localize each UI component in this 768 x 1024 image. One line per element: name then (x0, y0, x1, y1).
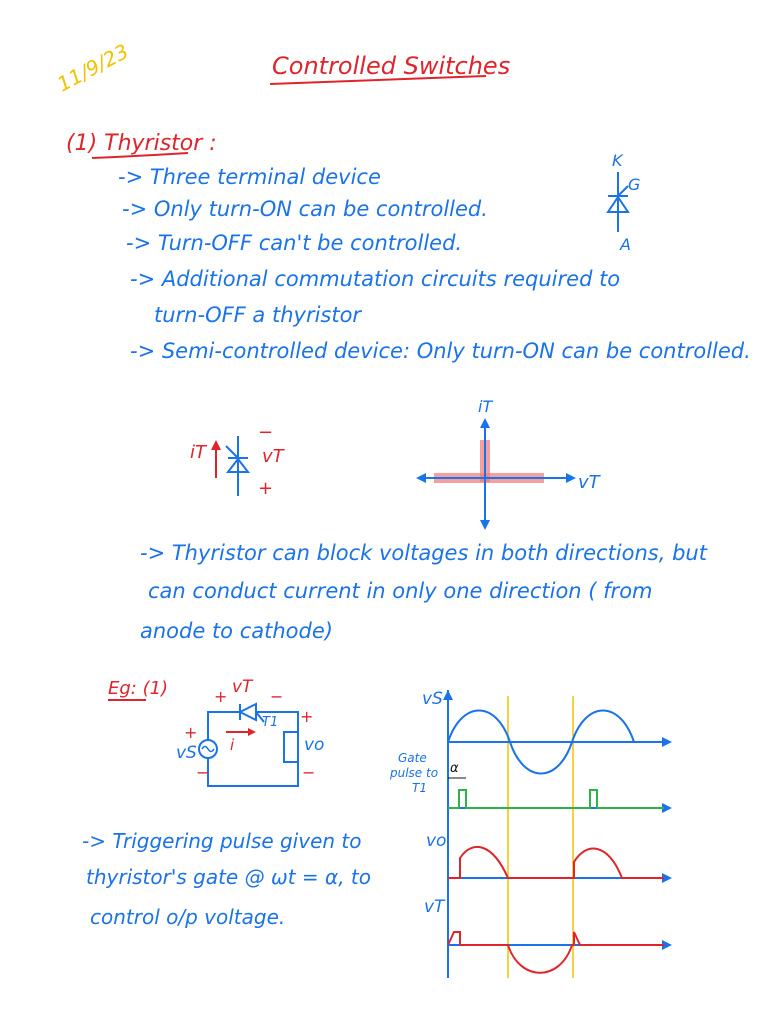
alpha-label: α (450, 761, 459, 776)
vt-wave-axis-label: vT (424, 897, 445, 917)
gate-label-line-1: Gate (398, 751, 427, 765)
thyristor-symbol (608, 151, 640, 254)
circuit-vs-label: vS (176, 743, 197, 763)
waveform-plots (389, 689, 672, 978)
date-label: 11/9/23 (53, 39, 133, 97)
circuit-vt-plus: + (214, 687, 228, 706)
block-line-3: anode to cathode) (140, 619, 333, 643)
circuit-vs-plus: + (184, 723, 198, 742)
it-label: iT (190, 442, 206, 463)
characteristic-plot (416, 397, 602, 530)
trigger-note-line-3: control o/p voltage. (90, 905, 286, 929)
point-2: -> Only turn-ON can be controlled. (122, 197, 488, 221)
load-resistor-icon (284, 732, 298, 762)
cathode-label: K (612, 151, 623, 170)
vo-axis-label: vo (426, 831, 447, 851)
circuit-vt-label: vT (232, 677, 253, 697)
anode-label: A (620, 235, 631, 254)
device-vi-sketch (190, 422, 286, 499)
vo-waveform (448, 847, 664, 878)
point-3: -> Turn-OFF can't be controlled. (126, 231, 463, 255)
circuit-vs-minus: − (196, 763, 210, 782)
circuit-vt-minus: − (270, 687, 284, 706)
gate-pulse-waveform (448, 790, 664, 808)
vt-waveform (448, 932, 664, 973)
it-axis-label: iT (478, 397, 493, 416)
block-line-1: -> Thyristor can block voltages in both directions, but (140, 541, 707, 565)
point-5: -> Semi-controlled device: Only turn-ON can be controlled. (130, 339, 751, 363)
point-1: -> Three terminal device (118, 165, 381, 189)
gate-label-line-3: T1 (412, 781, 427, 795)
vs-axis-label: vS (422, 689, 443, 709)
circuit-t1-label: T1 (262, 715, 279, 730)
gate-label: G (628, 175, 641, 194)
gate-label-line-2: pulse to (390, 766, 439, 780)
example-circuit (176, 677, 324, 786)
vt-minus: − (258, 422, 274, 443)
circuit-vo-minus: − (302, 763, 316, 782)
point-4: -> Additional commutation circuits required to (130, 267, 621, 291)
point-4-cont: turn-OFF a thyristor (154, 303, 362, 327)
circuit-vo-label: vo (304, 735, 325, 755)
vt-axis-label: vT (578, 472, 600, 493)
block-line-2: can conduct current in only one direction ( from (148, 579, 653, 603)
example-heading: Eg: (1) (108, 678, 169, 699)
page-title: Controlled Switches (272, 52, 511, 80)
vt-plus: + (258, 478, 274, 499)
trigger-note-line-2: thyristor's gate @ ωt = α, to (86, 865, 371, 889)
section-heading: (1) Thyristor : (66, 131, 217, 156)
circuit-vo-plus: + (300, 707, 314, 726)
vt-label: vT (262, 446, 284, 467)
trigger-note-line-1: -> Triggering pulse given to (82, 829, 362, 853)
circuit-current-label: i (230, 736, 235, 754)
